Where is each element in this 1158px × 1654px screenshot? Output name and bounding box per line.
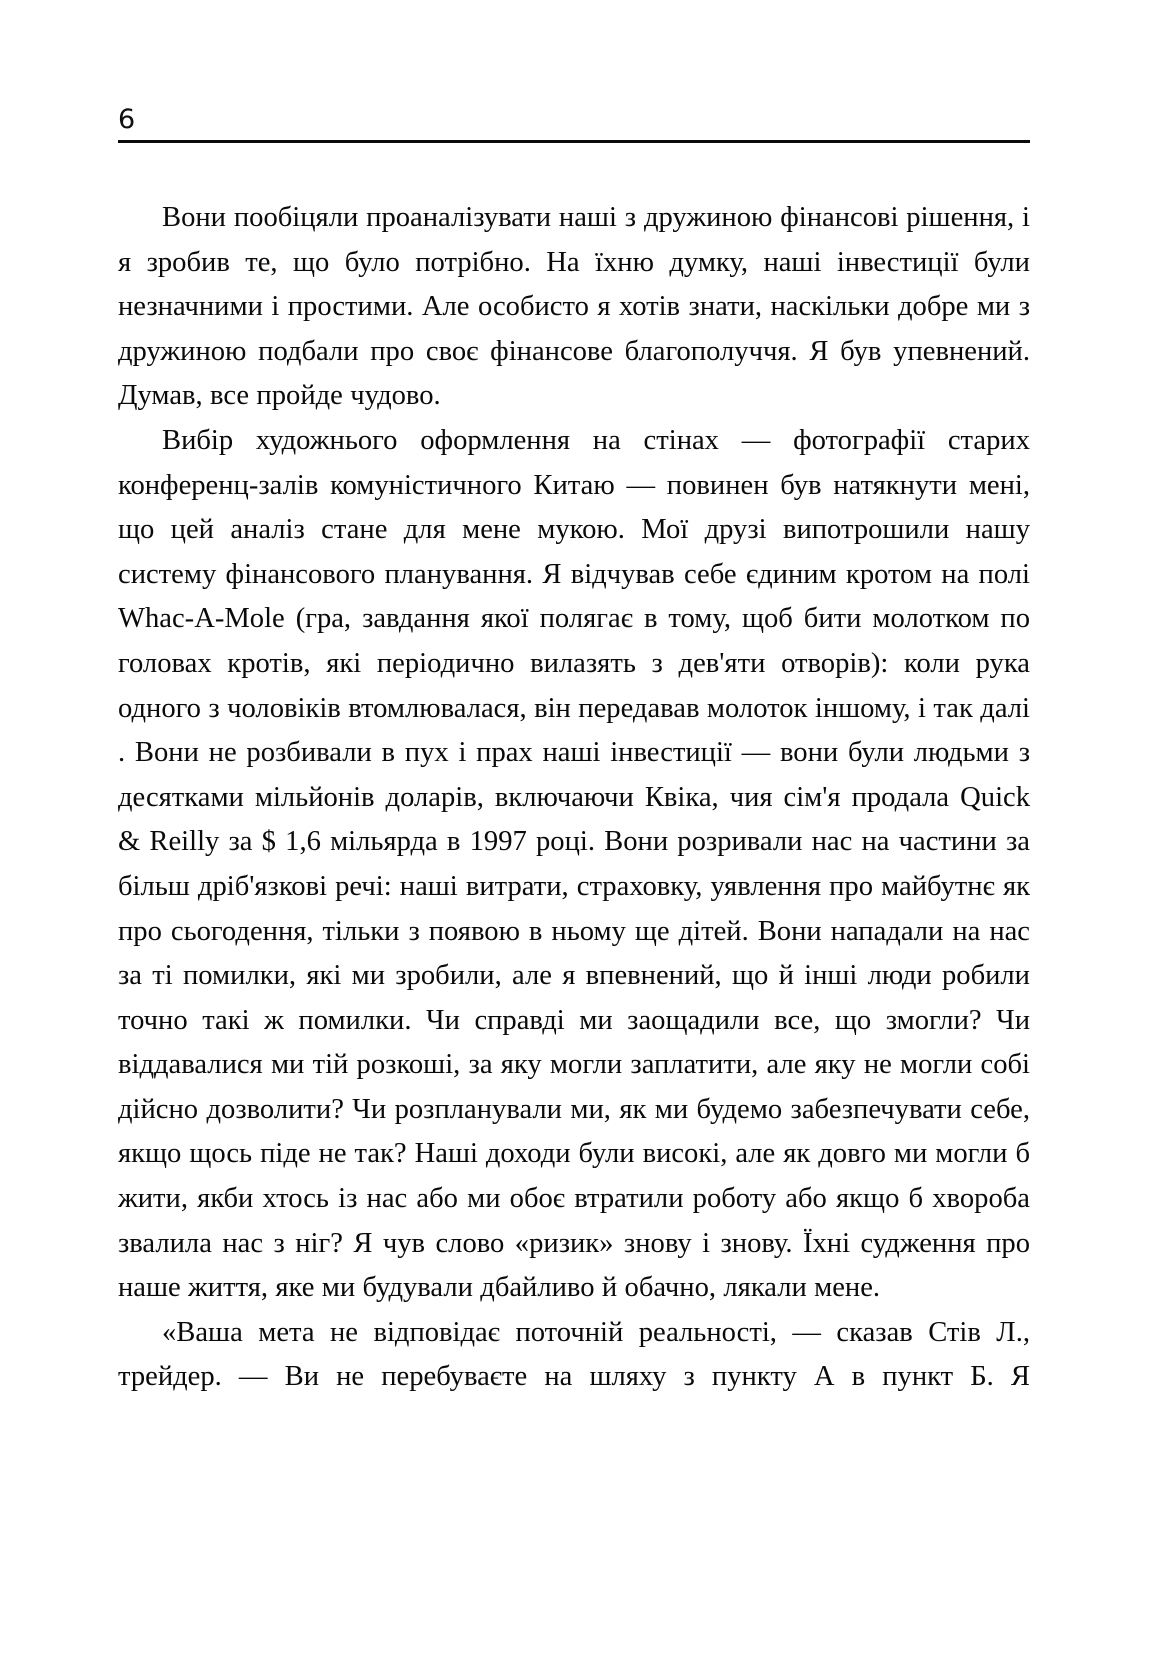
page-header: [118, 104, 1030, 143]
page-number: 6: [118, 104, 136, 135]
paragraph-2: Вибір художнього оформлення на стінах — фотографії старих конференц-залів комуністичного Китаю — повинен був натякнути мені, що цей аналіз стане для мене мукою. Мої друзі випотрошили нашу систему фінансового планування. Я відчував себе єдиним кротом на полі Whac-A-Mole (гра, завдання якої полягає в тому, щоб бити молотком по головах кротів, які періодично вилазять з дев'яти отворів): коли рука одного з чоловіків втомлювалася, він передавав молоток іншому, і так далі . Вони не розбивали в пух і прах наші інвестиції — вони були людьми з десятками мільйонів доларів, включаючи Квіка, чия сім'я продала Quick & Reilly за $ 1,6 мільярда в 1997 році. Вони розривали нас на частини за більш дріб'язкові речі: наші витрати, страховку, уявлення про майбутнє як про сьогодення, тільки з появою в ньому ще дітей. Вони нападали на нас за ті помилки, які ми зробили, але я впевнений, що й інші люди робили точно такі ж помилки. Чи справді ми заощадили все, що змогли? Чи віддавалися ми тій розкоші, за яку могли заплатити, але яку не могли собі дійсно дозволити? Чи розпланували ми, як ми будемо забезпечувати себе, якщо щось піде не так? Наші доходи були високі, але як довго ми могли б жити, якби хтось із нас або ми обоє втратили роботу або якщо б хвороба звалила нас з ніг? Я чув слово «ризик» знову і знову. Їхні судження про наше життя, яке ми будували дбайливо й обачно, лякали мене.: [118, 424, 1030, 1304]
page-body: [118, 196, 1030, 1400]
paragraph-3: «Ваша мета не відповідає поточній реальності, — сказав Стів Л., трейдер. — Ви не перебуваєте на шляху з пункту А в пункт Б. Я: [118, 1316, 1030, 1393]
header-divider: [118, 140, 1030, 143]
paragraph-1: Вони пообіцяли проаналізувати наші з дружиною фінансові рішення, і я зробив те, що було потрібно. На їхню думку, наші інвестиції були незначними і простими. Але особисто я хотів знати, наскільки добре ми з дружиною подбали про своє фінансове благополуччя. Я був упевнений. Думав, все пройде чудово.: [118, 202, 1030, 412]
